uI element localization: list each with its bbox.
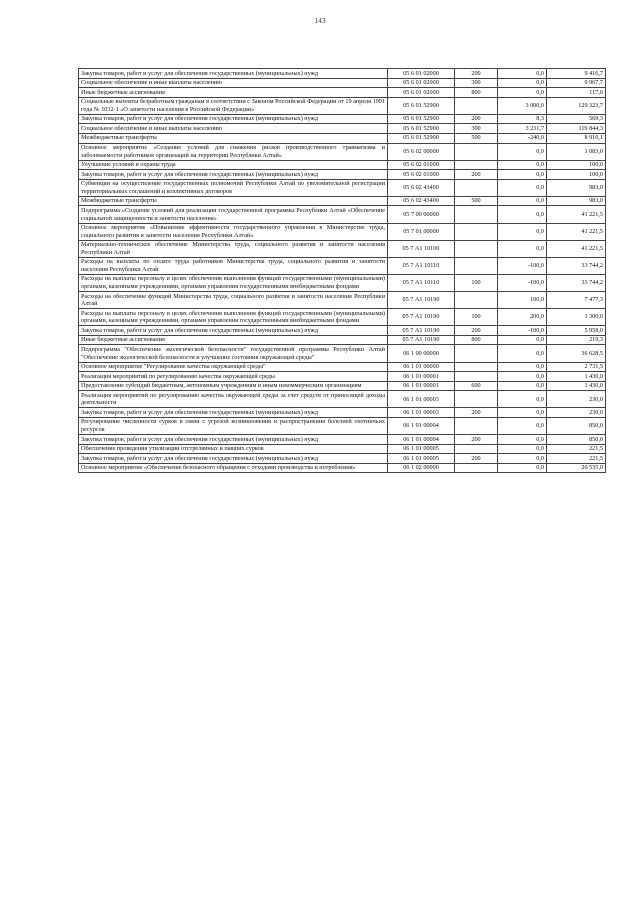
row-type-cell <box>455 143 498 160</box>
table-row <box>79 335 606 345</box>
table-row <box>79 223 606 240</box>
row-change-cell: 0,0 <box>498 206 547 223</box>
row-type-cell <box>455 292 498 309</box>
row-total-cell: 2 731,5 <box>547 362 606 372</box>
row-total-cell: 221,5 <box>547 444 606 454</box>
row-total-cell: 230,0 <box>547 391 606 408</box>
row-name-cell: Закупка товаров, работ и услуг для обеспечения государственных (муниципальных) нужд <box>79 170 388 180</box>
row-change-cell: 0,0 <box>498 223 547 240</box>
table-row <box>79 309 606 326</box>
row-change-cell: 0,0 <box>498 444 547 454</box>
row-change-cell: -100,0 <box>498 257 547 274</box>
row-code-cell: 06 1 02 00000 <box>388 463 455 473</box>
row-code-cell: 06 1 01 00005 <box>388 444 455 454</box>
row-total-cell: 7 477,3 <box>547 292 606 309</box>
row-name-cell: Улучшение условий и охраны труда <box>79 160 388 170</box>
table-row <box>79 78 606 88</box>
table-row <box>79 381 606 391</box>
row-total-cell: 41 221,5 <box>547 223 606 240</box>
row-total-cell: 850,0 <box>547 417 606 434</box>
row-code-cell: 05 6 01 52900 <box>388 114 455 124</box>
row-change-cell: 3 231,7 <box>498 124 547 134</box>
row-total-cell: 41 221,5 <box>547 206 606 223</box>
row-total-cell: 1 300,0 <box>547 309 606 326</box>
table-row <box>79 160 606 170</box>
table-row <box>79 206 606 223</box>
row-type-cell <box>455 362 498 372</box>
table-row <box>79 88 606 98</box>
row-name-cell: Основное мероприятие «Повышение эффективности государственного управления в Министерстве труда, социального развития и занятости населения Республики Алтай» <box>79 223 388 240</box>
row-name-cell: Расходы на обеспечение функций Министерства труда, социального развития и занятости населения Республики Алтай <box>79 292 388 309</box>
row-change-cell: 0,0 <box>498 345 547 362</box>
row-name-cell: Регулирование численности сурков в связи с угрозой возникновения и распространения болезней охотничьих ресурсов <box>79 417 388 434</box>
row-code-cell: 06 1 01 00004 <box>388 417 455 434</box>
row-code-cell: 05 6 01 52900 <box>388 133 455 143</box>
row-change-cell: 0,0 <box>498 179 547 196</box>
table-row <box>79 196 606 206</box>
row-change-cell: 0,0 <box>498 463 547 473</box>
row-change-cell: 3 000,0 <box>498 97 547 114</box>
row-name-cell: Закупка товаров, работ и услуг для обеспечения государственных (муниципальных) нужд <box>79 435 388 445</box>
row-change-cell: 0,0 <box>498 381 547 391</box>
row-total-cell: 36 628,5 <box>547 345 606 362</box>
row-code-cell: 05 7 00 00000 <box>388 206 455 223</box>
table-row <box>79 257 606 274</box>
row-type-cell <box>455 345 498 362</box>
row-code-cell: 05 7 А1 10190 <box>388 309 455 326</box>
row-change-cell: -100,0 <box>498 274 547 291</box>
page-number: 143 <box>314 16 326 25</box>
row-type-cell: 200 <box>455 69 498 79</box>
row-type-cell: 600 <box>455 381 498 391</box>
row-code-cell: 06 1 01 00003 <box>388 391 455 408</box>
row-change-cell: 0,0 <box>498 391 547 408</box>
row-total-cell: 33 744,2 <box>547 274 606 291</box>
row-type-cell: 500 <box>455 196 498 206</box>
row-total-cell: 129 323,7 <box>547 97 606 114</box>
row-code-cell: 05 6 02 01000 <box>388 170 455 180</box>
table-row <box>79 391 606 408</box>
row-code-cell: 05 6 01 52900 <box>388 97 455 114</box>
row-type-cell <box>455 391 498 408</box>
table-row <box>79 408 606 418</box>
row-name-cell: Предоставление субсидий бюджетным, автономным учреждениям и иным некоммерческим организациям <box>79 381 388 391</box>
row-total-cell: 1 430,0 <box>547 372 606 382</box>
budget-table-body <box>79 69 606 473</box>
row-name-cell: Социальное обеспечение и иные выплаты населению <box>79 124 388 134</box>
row-type-cell <box>455 206 498 223</box>
row-change-cell: 0,0 <box>498 240 547 257</box>
table-row <box>79 417 606 434</box>
row-type-cell: 100 <box>455 309 498 326</box>
row-name-cell: Субвенции на осуществление государственных полномочий Республики Алтай по увеломительной регистрации территориальных соглашений и коллективных договоров <box>79 179 388 196</box>
row-code-cell: 05 7 А1 10190 <box>388 292 455 309</box>
row-change-cell: 0,0 <box>498 372 547 382</box>
row-total-cell: 100,0 <box>547 160 606 170</box>
row-type-cell: 200 <box>455 435 498 445</box>
table-row <box>79 454 606 464</box>
row-type-cell <box>455 444 498 454</box>
row-type-cell: 200 <box>455 114 498 124</box>
row-code-cell: 06 1 01 00001 <box>388 372 455 382</box>
row-code-cell: 06 1 01 00003 <box>388 408 455 418</box>
row-type-cell <box>455 160 498 170</box>
table-row <box>79 274 606 291</box>
row-change-cell: 0,0 <box>498 170 547 180</box>
table-row <box>79 292 606 309</box>
row-total-cell: 9 967,7 <box>547 78 606 88</box>
row-code-cell: 06 1 01 00001 <box>388 381 455 391</box>
table-row <box>79 179 606 196</box>
row-code-cell: 05 6 02 43400 <box>388 179 455 196</box>
row-name-cell: Закупка товаров, работ и услуг для обеспечения государственных (муниципальных) нужд <box>79 326 388 336</box>
row-name-cell: Закупка товаров, работ и услуг для обеспечения государственных (муниципальных) нужд <box>79 114 388 124</box>
row-type-cell: 300 <box>455 124 498 134</box>
row-type-cell <box>455 97 498 114</box>
row-type-cell <box>455 240 498 257</box>
row-total-cell: 850,0 <box>547 435 606 445</box>
row-name-cell: Реализация мероприятий по регулированию качества окружающей среды <box>79 372 388 382</box>
row-total-cell: 221,5 <box>547 454 606 464</box>
row-type-cell <box>455 372 498 382</box>
row-name-cell: Основное мероприятие "Регулирование качества окружающей среды" <box>79 362 388 372</box>
row-type-cell: 800 <box>455 335 498 345</box>
table-row <box>79 240 606 257</box>
row-code-cell: 06 1 01 00004 <box>388 435 455 445</box>
row-change-cell: 0,0 <box>498 362 547 372</box>
row-code-cell: 05 6 01 02000 <box>388 88 455 98</box>
row-total-cell: 230,0 <box>547 408 606 418</box>
row-name-cell: Основное мероприятие «Создание условий для снижения рисков производственного травматизма и заболеваемости работников организаций на территории Республики Алтай» <box>79 143 388 160</box>
table-row <box>79 133 606 143</box>
row-code-cell: 05 7 А1 10110 <box>388 274 455 291</box>
budget-table <box>78 68 606 473</box>
row-name-cell: Подпрограмма «Создание условий для реализации государственной программы Республики Алтай «Обеспечение социальной защищенности и занятости населения» <box>79 206 388 223</box>
row-name-cell: Иные бюджетные ассигнования <box>79 335 388 345</box>
row-name-cell: Материально-техническое обеспечение Министерства труда, социального развития и занятости населения Республики Алтай <box>79 240 388 257</box>
row-code-cell: 05 7 А1 10100 <box>388 240 455 257</box>
row-type-cell: 300 <box>455 78 498 88</box>
row-code-cell: 05 6 02 43400 <box>388 196 455 206</box>
table-row <box>79 372 606 382</box>
row-code-cell: 06 1 01 00005 <box>388 454 455 464</box>
row-type-cell <box>455 179 498 196</box>
row-total-cell: 41 221,5 <box>547 240 606 257</box>
table-row <box>79 143 606 160</box>
row-code-cell: 06 1 01 00000 <box>388 362 455 372</box>
row-name-cell: Подпрограмма "Обеспечение экологической безопасности" государственной программы Республики Алтай "Обеспечение экологической безопасности и улучшение состояния окружающей среды" <box>79 345 388 362</box>
row-name-cell: Основное мероприятие «Обеспечение безопасного обращения с отходами производства и потребления» <box>79 463 388 473</box>
table-row <box>79 435 606 445</box>
row-code-cell: 05 7 А1 10110 <box>388 257 455 274</box>
table-row <box>79 444 606 454</box>
row-type-cell <box>455 417 498 434</box>
row-change-cell: 0,0 <box>498 78 547 88</box>
row-total-cell: 1 083,0 <box>547 143 606 160</box>
table-row <box>79 362 606 372</box>
row-name-cell: Межбюджетные трансферты <box>79 133 388 143</box>
row-code-cell: 05 6 02 00000 <box>388 143 455 160</box>
row-name-cell: Закупка товаров, работ и услуг для обеспечения государственных (муниципальных) нужд <box>79 69 388 79</box>
row-code-cell: 05 7 А1 10190 <box>388 326 455 336</box>
row-name-cell: Иные бюджетные ассигнования <box>79 88 388 98</box>
row-total-cell: 1 430,0 <box>547 381 606 391</box>
row-change-cell: -240,0 <box>498 133 547 143</box>
row-total-cell: 983,0 <box>547 179 606 196</box>
row-change-cell: 8,3 <box>498 114 547 124</box>
row-name-cell: Расходы на выплаты персоналу в целях обеспечения выполнения функций государственными (муниципальными) органами, казенными учреждениями, органами управления государственными внебюджетными фондами <box>79 274 388 291</box>
row-total-cell: 8 910,1 <box>547 133 606 143</box>
row-total-cell: 100,0 <box>547 170 606 180</box>
row-type-cell: 200 <box>455 408 498 418</box>
row-code-cell: 05 7 01 00000 <box>388 223 455 240</box>
row-type-cell <box>455 223 498 240</box>
row-code-cell: 05 6 01 02000 <box>388 78 455 88</box>
row-total-cell: 33 744,2 <box>547 257 606 274</box>
row-name-cell: Расходы на выплаты по оплате труда работников Министерства труда, социального развития и занятости населения Республики Алтай <box>79 257 388 274</box>
row-total-cell: 117,6 <box>547 88 606 98</box>
table-row <box>79 326 606 336</box>
row-change-cell: 0,0 <box>498 408 547 418</box>
row-change-cell: 100,0 <box>498 292 547 309</box>
row-name-cell: Социальное обеспечение и иные выплаты населению <box>79 78 388 88</box>
row-total-cell: 569,3 <box>547 114 606 124</box>
table-row <box>79 114 606 124</box>
row-type-cell: 100 <box>455 274 498 291</box>
row-code-cell: 05 6 02 01000 <box>388 160 455 170</box>
row-name-cell: Расходы на выплаты персоналу в целях обеспечения выполнения функций государственными (муниципальными) органами, казенными учреждениями, органами управления государственными внебюджетными фондами <box>79 309 388 326</box>
row-total-cell: 5 958,0 <box>547 326 606 336</box>
row-type-cell: 500 <box>455 133 498 143</box>
table-row <box>79 97 606 114</box>
row-change-cell: 0,0 <box>498 454 547 464</box>
row-type-cell <box>455 463 498 473</box>
row-change-cell: 0,0 <box>498 417 547 434</box>
row-change-cell: 0,0 <box>498 88 547 98</box>
row-code-cell: 06 1 00 00000 <box>388 345 455 362</box>
row-total-cell: 20 535,0 <box>547 463 606 473</box>
row-total-cell: 983,0 <box>547 196 606 206</box>
row-name-cell: Реализация мероприятий по регулированию качества окружающей среды за счет средств от приносящей доходы деятельности <box>79 391 388 408</box>
row-total-cell: 9 416,7 <box>547 69 606 79</box>
row-name-cell: Закупка товаров, работ и услуг для обеспечения государственных (муниципальных) нужд <box>79 454 388 464</box>
row-change-cell: -100,0 <box>498 326 547 336</box>
row-total-cell: 119 844,3 <box>547 124 606 134</box>
table-row <box>79 463 606 473</box>
row-name-cell: Межбюджетные трансферты <box>79 196 388 206</box>
row-change-cell: 0,0 <box>498 196 547 206</box>
table-row <box>79 124 606 134</box>
row-change-cell: 0,0 <box>498 143 547 160</box>
table-row <box>79 345 606 362</box>
row-name-cell: Обеспечение проведения утилизации отстрелянных и павших сурков <box>79 444 388 454</box>
row-change-cell: 0,0 <box>498 69 547 79</box>
table-row <box>79 69 606 79</box>
row-change-cell: 200,0 <box>498 309 547 326</box>
row-change-cell: 0,0 <box>498 435 547 445</box>
row-name-cell: Социальные выплаты безработным гражданам в соответствии с Законом Российской Федерации от 19 апреля 1991 года № 1032-1 «О занятости населения в Российской Федерации» <box>79 97 388 114</box>
row-change-cell: 0,0 <box>498 160 547 170</box>
row-code-cell: 05 6 01 52900 <box>388 124 455 134</box>
row-total-cell: 219,3 <box>547 335 606 345</box>
row-type-cell: 800 <box>455 88 498 98</box>
row-name-cell: Закупка товаров, работ и услуг для обеспечения государственных (муниципальных) нужд <box>79 408 388 418</box>
row-code-cell: 05 7 А1 10190 <box>388 335 455 345</box>
row-type-cell: 200 <box>455 170 498 180</box>
row-change-cell: 0,0 <box>498 335 547 345</box>
row-code-cell: 05 6 01 02000 <box>388 69 455 79</box>
row-type-cell: 200 <box>455 454 498 464</box>
row-type-cell: 200 <box>455 326 498 336</box>
table-row <box>79 170 606 180</box>
row-type-cell <box>455 257 498 274</box>
